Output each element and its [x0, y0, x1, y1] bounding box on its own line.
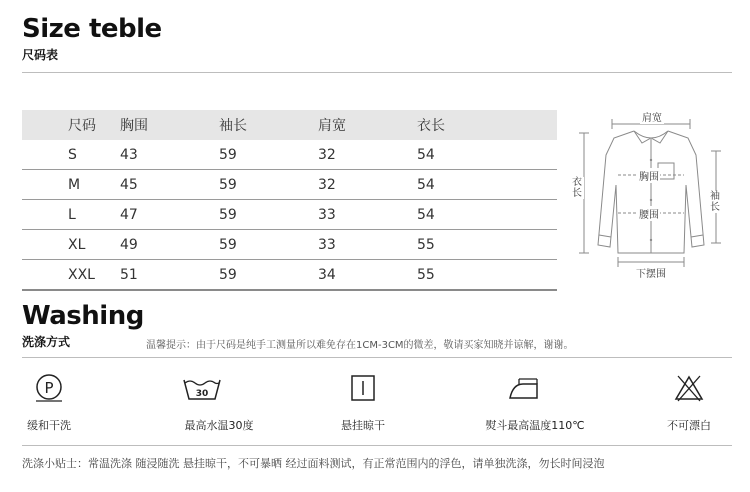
table-row [22, 230, 557, 260]
table-cell: 43 [120, 140, 219, 170]
washing-title: Washing [22, 301, 144, 331]
care-label: 最高水温30度 [184, 419, 254, 432]
column-header: 衣长 [417, 110, 557, 140]
care-label: 悬挂晾干 [341, 419, 385, 432]
care-label: 缓和干洗 [27, 419, 71, 432]
shirt-diagram [570, 105, 735, 280]
divider [22, 357, 732, 358]
table-row [22, 140, 557, 170]
table-cell: 33 [318, 230, 417, 260]
table-cell: 59 [219, 200, 318, 230]
gentle-dry-clean-icon [32, 372, 66, 404]
svg-text:P: P [44, 379, 54, 397]
table-row [22, 170, 557, 200]
shoulder-label: 肩宽 [640, 109, 664, 124]
table-cell: 45 [120, 170, 219, 200]
table-cell: 59 [219, 230, 318, 260]
hang-dry-icon [350, 374, 376, 402]
table-cell: 33 [318, 200, 417, 230]
column-header: 尺码 [22, 110, 120, 140]
care-item [22, 372, 92, 442]
table-cell: 51 [120, 260, 219, 291]
table-cell: 54 [417, 200, 557, 230]
chest-label: 胸围 [638, 168, 660, 183]
washing-subtitle: 洗涤方式 [22, 335, 71, 349]
table-cell: 55 [417, 260, 557, 291]
tip-text: 温馨提示：由于尺码是纯手工测量所以难免存在1CM-3CM的微差，敬请买家知晓并谅解，谢谢。 [146, 340, 574, 351]
table-cell: M [22, 170, 120, 200]
table-cell: XXL [22, 260, 120, 291]
sleeve-label: 袖长 [710, 191, 720, 213]
size-table [22, 110, 557, 291]
page-title: Size teble [22, 14, 162, 44]
wash-temp: 30 [195, 389, 209, 399]
table-cell: 54 [417, 170, 557, 200]
column-header: 肩宽 [318, 110, 417, 140]
divider [22, 445, 732, 446]
no-bleach-icon [674, 374, 704, 402]
care-item [667, 372, 712, 442]
hem-label: 下摆围 [636, 269, 666, 280]
column-header: 袖长 [219, 110, 318, 140]
column-header: 胸围 [120, 110, 219, 140]
iron-icon [507, 376, 543, 402]
table-cell: 34 [318, 260, 417, 291]
wash-30-icon [182, 374, 222, 402]
table-cell: 59 [219, 260, 318, 291]
care-icons-row [22, 372, 732, 442]
divider [22, 72, 732, 73]
care-label: 不可漂白 [667, 419, 711, 432]
page-subtitle: 尺码表 [22, 48, 59, 62]
table-cell: 59 [219, 140, 318, 170]
table-cell: 47 [120, 200, 219, 230]
table-row [22, 260, 557, 291]
table-cell: XL [22, 230, 120, 260]
waist-label: 腰围 [638, 206, 660, 221]
table-cell: 59 [219, 170, 318, 200]
care-item [182, 372, 282, 442]
care-label: 熨斗最高温度110℃ [485, 419, 585, 432]
care-item [341, 372, 405, 442]
length-label: 衣长 [572, 177, 582, 199]
table-cell: 55 [417, 230, 557, 260]
table-cell: L [22, 200, 120, 230]
table-cell: S [22, 140, 120, 170]
table-cell: 32 [318, 170, 417, 200]
table-cell: 49 [120, 230, 219, 260]
table-cell: 54 [417, 140, 557, 170]
table-cell: 32 [318, 140, 417, 170]
table-row [22, 200, 557, 230]
table-header-row [22, 110, 557, 140]
care-item [485, 372, 585, 442]
footer-tip: 洗涤小贴士：常温洗涤 随浸随洗 悬挂晾干，不可暴晒 经过面料测试，有正常范围内的浮色，请单独洗涤，勿长时间浸泡 [22, 457, 605, 470]
